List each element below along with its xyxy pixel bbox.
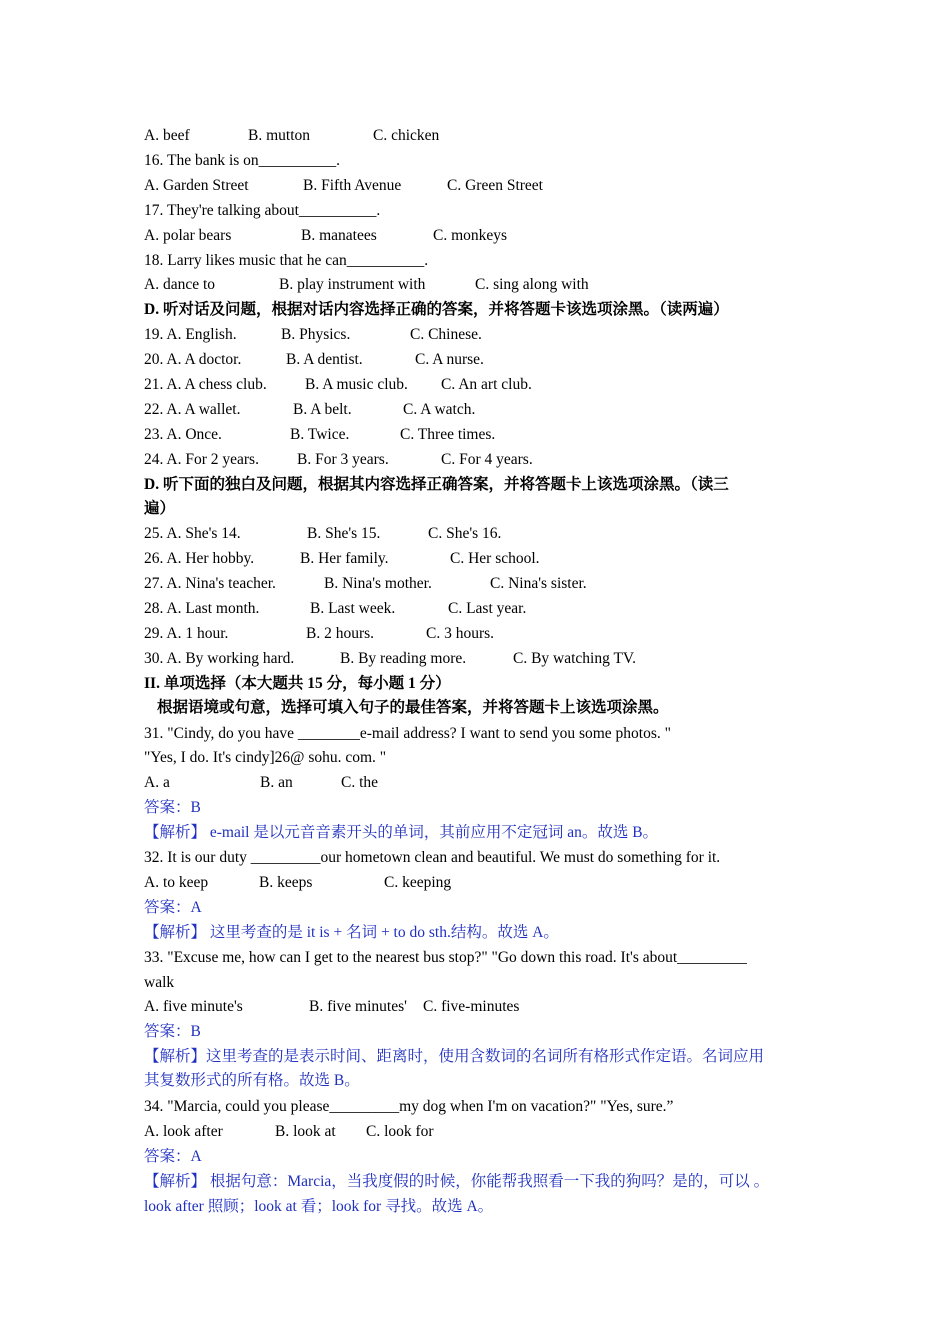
q34-stem: 34. "Marcia, could you please_________my dog when I'm on vacation?" "Yes, sure.”: [144, 1098, 674, 1115]
section-d-dialogue-heading: D. 听对话及问题，根据对话内容选择正确的答案，并将答题卡该选项涂黑。（读两遍）: [144, 301, 729, 318]
q20-options: [144, 350, 484, 370]
q33-options: [144, 997, 520, 1017]
section-d-monologue-heading: D. 听下面的独白及问题，根据其内容选择正确答案，并将答题卡上该选项涂黑。（读三: [144, 476, 729, 493]
q26-options: [144, 549, 540, 569]
option-a: 20. A. A doctor.: [144, 351, 242, 368]
option-a: A. a: [144, 774, 170, 791]
option-b: B. 2 hours.: [306, 625, 375, 642]
q19-options: [144, 325, 482, 345]
option-a: A. Garden Street: [144, 177, 249, 194]
q23-options: [144, 425, 496, 445]
q17-stem: 17. They're talking about__________.: [144, 202, 381, 219]
option-b: B. Twice.: [290, 426, 350, 443]
q17-options: [144, 226, 508, 246]
option-b: B. By reading more.: [340, 650, 467, 667]
q32-options: [144, 873, 452, 893]
option-c: C. By watching TV.: [513, 650, 637, 667]
q31-answer: 答案：B: [144, 799, 201, 816]
option-c: C. A nurse.: [415, 351, 484, 368]
option-a: A. to keep: [144, 874, 209, 891]
option-c: C. Nina's sister.: [490, 575, 587, 592]
option-c: C. Last year.: [448, 600, 527, 617]
option-c: C. For 4 years.: [441, 451, 533, 468]
option-c: C. A watch.: [403, 401, 476, 418]
q18-stem: 18. Larry likes music that he can__________.: [144, 252, 429, 269]
option-a: 29. A. 1 hour.: [144, 625, 229, 642]
option-b: B. an: [260, 774, 293, 791]
option-c: C. sing along with: [475, 276, 589, 293]
option-c: C. Green Street: [447, 177, 543, 194]
option-b: B. A belt.: [293, 401, 352, 418]
option-b: B. For 3 years.: [297, 451, 389, 468]
q34-analysis-cont: look after 照顾；look at 看；look for 寻找。故选 A。: [144, 1198, 494, 1215]
q33-stem-cont: walk: [144, 974, 175, 991]
q24-options: [144, 450, 533, 470]
q32-stem: 32. It is our duty _________our hometown clean and beautiful. We must do something for it.: [144, 849, 721, 866]
option-a: 23. A. Once.: [144, 426, 222, 443]
q32-analysis: 【解析】 这里考查的是 it is + 名词 + to do sth.结构。故选 A。: [144, 924, 559, 941]
option-b: B. five minutes': [309, 998, 407, 1015]
option-c: C. 3 hours.: [426, 625, 495, 642]
option-c: C. She's 16.: [428, 525, 502, 542]
q27-options: [144, 574, 587, 594]
q33-answer: 答案：B: [144, 1023, 201, 1040]
q22-options: [144, 400, 476, 420]
option-b: B. Nina's mother.: [324, 575, 432, 592]
q29-options: [144, 624, 495, 644]
option-a: 28. A. Last month.: [144, 600, 260, 617]
q30-options: [144, 649, 637, 669]
q33-analysis: 【解析】这里考查的是表示时间、距离时，使用含数词的名词所有格形式作定语。名词应用: [144, 1048, 765, 1065]
option-a: 30. A. By working hard.: [144, 650, 295, 667]
option-c: C. monkeys: [433, 227, 508, 244]
q34-options: [144, 1122, 434, 1142]
option-b: B. manatees: [301, 227, 377, 244]
option-c: C. look for: [366, 1123, 434, 1140]
option-b: B. Her family.: [300, 550, 389, 567]
option-c: C. chicken: [373, 127, 440, 144]
option-b: B. play instrument with: [279, 276, 426, 293]
section-d-monologue-heading-cont: 遍）: [144, 500, 176, 517]
option-b: B. Physics.: [281, 326, 351, 343]
option-b: B. She's 15.: [307, 525, 381, 542]
option-c: C. An art club.: [441, 376, 532, 393]
option-a: 22. A. A wallet.: [144, 401, 241, 418]
q31-options: [144, 773, 379, 793]
option-a: A. polar bears: [144, 227, 232, 244]
option-a: 27. A. Nina's teacher.: [144, 575, 276, 592]
option-b: B. keeps: [259, 874, 313, 891]
option-a: 24. A. For 2 years.: [144, 451, 259, 468]
option-a: A. five minute's: [144, 998, 243, 1015]
option-b: B. Last week.: [310, 600, 396, 617]
q28-options: [144, 599, 527, 619]
option-a: A. beef: [144, 127, 190, 144]
q15-options: [144, 126, 440, 146]
option-a: A. look after: [144, 1123, 223, 1140]
section-ii-instruction: 根据语境或句意，选择可填入句子的最佳答案，并将答题卡上该选项涂黑。: [157, 699, 669, 716]
q18-options: [144, 275, 589, 295]
option-c: C. Three times.: [400, 426, 496, 443]
option-c: C. Chinese.: [410, 326, 482, 343]
option-b: B. A dentist.: [286, 351, 363, 368]
option-b: B. A music club.: [305, 376, 408, 393]
q21-options: [144, 375, 532, 395]
option-b: B. Fifth Avenue: [303, 177, 402, 194]
q31-analysis: 【解析】 e-mail 是以元音音素开头的单词，其前应用不定冠词 an。故选 B。: [144, 824, 659, 841]
q16-options: [144, 176, 543, 196]
option-b: B. mutton: [248, 127, 311, 144]
option-a: 21. A. A chess club.: [144, 376, 267, 393]
q34-analysis: 【解析】 根据句意：Marcia，当我度假的时候，你能帮我照看一下我的狗吗？是的，可以 。: [144, 1173, 770, 1190]
q31-stem: 31. "Cindy, do you have ________e-mail address? I want to send you some photos. ": [144, 725, 671, 742]
option-c: C. Her school.: [450, 550, 540, 567]
q16-stem: 16. The bank is on__________.: [144, 152, 341, 169]
option-a: A. dance to: [144, 276, 216, 293]
option-c: C. the: [341, 774, 379, 791]
option-a: 25. A. She's 14.: [144, 525, 241, 542]
section-ii-title: II. 单项选择（本大题共 15 分，每小题 1 分）: [144, 675, 451, 692]
q33-stem: 33. "Excuse me, how can I get to the nearest bus stop?" "Go down this road. It's about_________: [144, 949, 747, 966]
q25-options: [144, 524, 502, 544]
option-c: C. five-minutes: [423, 998, 520, 1015]
option-b: B. look at: [275, 1123, 336, 1140]
option-c: C. keeping: [384, 874, 452, 891]
q33-analysis-cont: 其复数形式的所有格。故选 B。: [144, 1072, 360, 1089]
q32-answer: 答案：A: [144, 899, 202, 916]
q34-answer: 答案：A: [144, 1148, 202, 1165]
q31-stem-cont: "Yes, I do. It's cindy]26@ sohu. com. ": [144, 749, 387, 766]
option-a: 26. A. Her hobby.: [144, 550, 255, 567]
option-a: 19. A. English.: [144, 326, 237, 343]
